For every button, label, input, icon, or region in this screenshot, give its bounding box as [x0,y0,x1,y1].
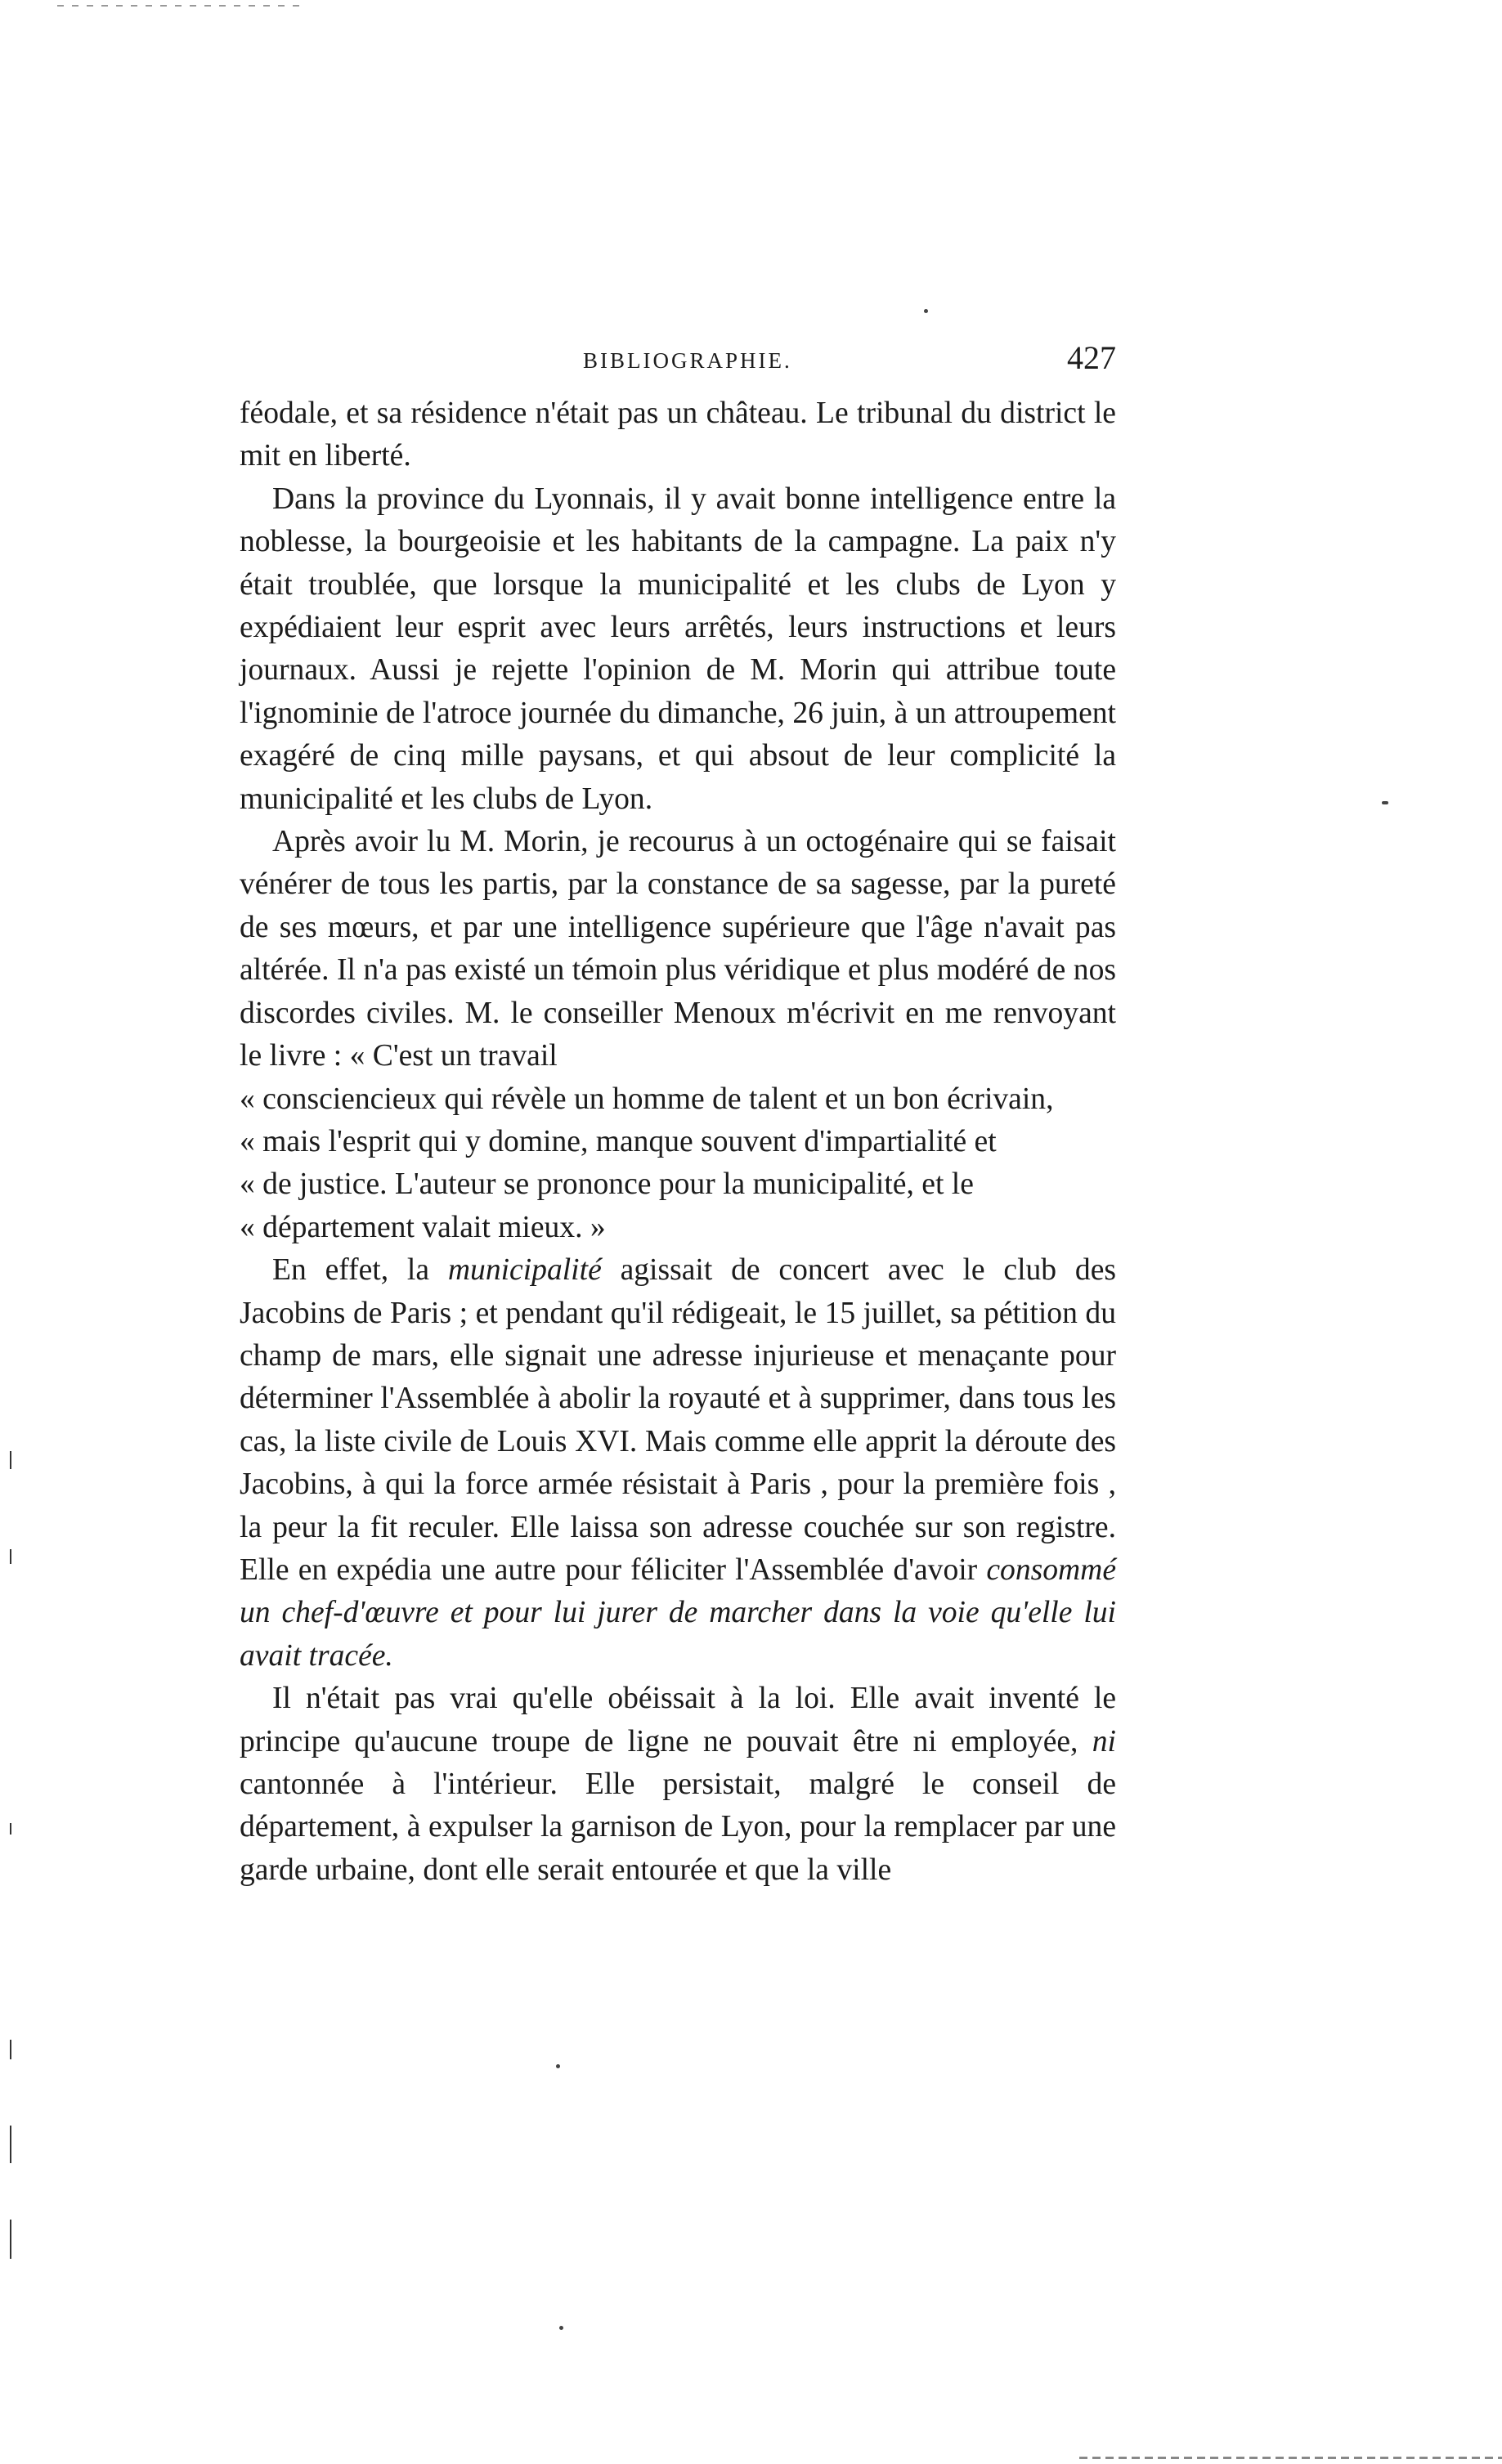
paragraph-lyonnais: Dans la province du Lyonnais, il y avait bonne intelligence entre la noblesse, la bourgeoisie et les habitants de la campagne. La paix n'y était troublée, que lorsque la municipalité et les clubs de Lyon y expédiaient leur esprit avec leurs arrêtés, leurs instructions et leurs journaux. Aussi je rejette l'opinion de M. Morin qui attribue toute l'ignominie de l'atroce journée du dimanche, 26 juin, à un attroupement exagéré de cinq mille paysans, et qui absout de leur complicité la municipalité et les clubs de Lyon. [240,482,1116,816]
paragraph-menoux: Après avoir lu M. Morin, je recourus à un octogénaire qui se faisait vénérer de tous les partis, par la constance de sa sagesse, par la pureté de ses mœurs, et par une intelligence supérieure que l'âge n'avait pas altérée. Il n'a pas existé un témoin plus véridique et plus modéré de nos discordes civiles. M. le conseiller Menoux m'écrivit en me renvoyant le livre : « C'est un travail [240,825,1116,1073]
ink-speck [559,2326,563,2330]
italic-run: ni [1092,1724,1116,1758]
text-run: agissait de concert avec le club des Jacobins de Paris ; et pendant qu'il rédigeait, le 15 juillet, sa pétition du champ de mars, elle signait une adresse injurieuse et menaçante pour déterminer l'Assemblée à abolir la royauté et à supprimer, dans tous les cas, la liste civile de Louis XVI. Mais comme elle apprit la déroute des Jacobins, à qui la force armée résistait à Paris , pour la première fois , la peur la fit reculer. Elle laissa son adresse couchée sur son registre. Elle en expédia une autre pour féliciter l'Assemblée d'avoir [240,1253,1117,1587]
quote-line: « département valait mieux. » [240,1210,606,1244]
quote-line: « consciencieux qui révèle un homme de talent et un bon écrivain, [240,1082,1054,1116]
scan-edge-top [57,5,303,7]
paragraph-en-effet [240,1249,1116,1678]
paragraph-loi [240,1678,1116,1892]
running-head: BIBLIOGRAPHIE. [583,348,792,373]
margin-mark [10,1451,11,1469]
ink-speck [1382,801,1388,804]
quote-line: « mais l'esprit qui y domine, manque souvent d'impartialité et [240,1124,997,1158]
body-text [240,392,1116,1892]
paragraph-continuation: féodale, et sa résidence n'était pas un château. Le tribunal du district le mit en liberté. [240,396,1116,473]
page-header [240,335,1116,384]
text-run: cantonnée à l'intérieur. Elle persistait, malgré le conseil de département, à expulser la garnison de Lyon, pour la remplacer par une garde urbaine, dont elle serait entourée et que la ville [240,1767,1116,1887]
quotation [240,1078,1116,1250]
quote-line: « de justice. L'auteur se prononce pour la municipalité, et le [240,1167,974,1202]
ink-speck [556,2064,560,2068]
margin-mark [10,1549,11,1564]
margin-mark [10,1823,11,1835]
text-run: Il n'était pas vrai qu'elle obéissait à la loi. Elle avait inventé le principe qu'aucune troupe de ligne ne pouvait être ni employée, [240,1682,1116,1758]
margin-mark [10,2126,11,2163]
page-number: 427 [1067,339,1116,376]
italic-run: municipalité [447,1253,602,1288]
margin-mark [10,2220,11,2259]
text-run: En effet, la [272,1253,448,1288]
italic-run: consommé un chef-d'œuvre et pour lui jurer de marcher dans la voie qu'elle lui avait tracée. [240,1552,1116,1673]
scan-edge-bottom [1079,2457,1502,2459]
margin-mark [10,2040,11,2059]
ink-speck [924,309,928,313]
